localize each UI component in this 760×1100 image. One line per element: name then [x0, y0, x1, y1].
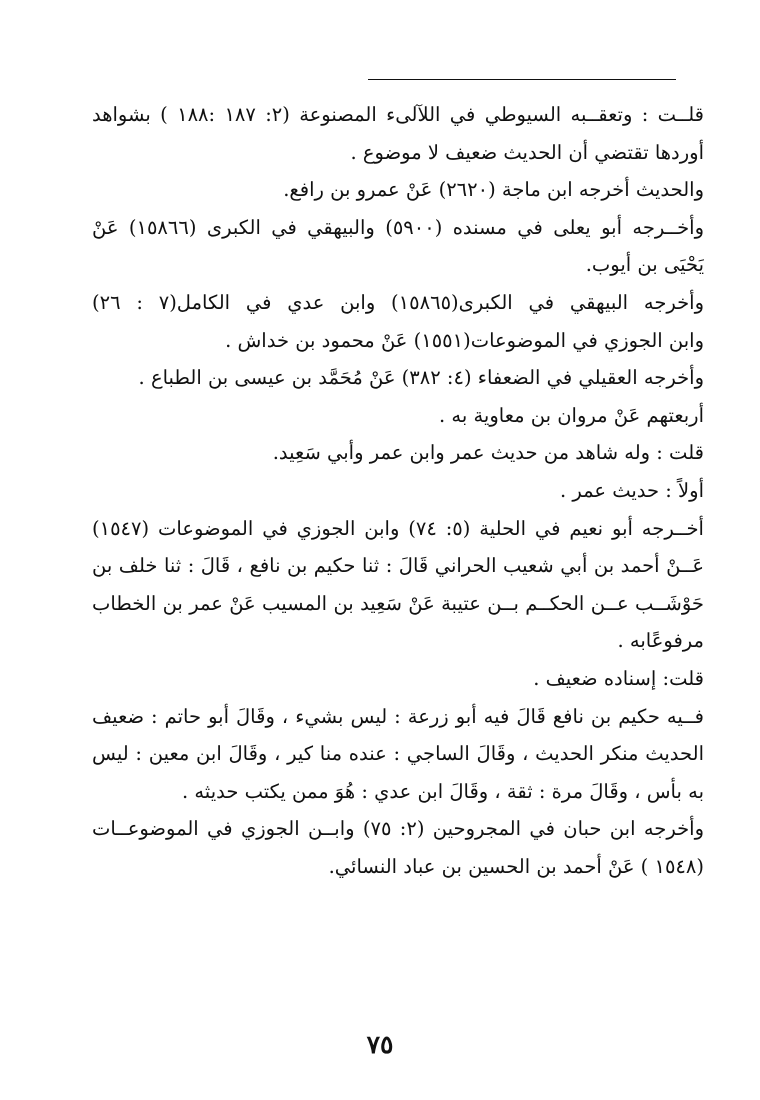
footnote-separator-rule	[368, 79, 676, 80]
text-line: قلــت : وتعقــبه السيوطي في اللآلىء المصنوعة (٢: ١٨٧ :١٨٨ ) بشواهد	[92, 103, 704, 126]
text-line: قلت: إسناده ضعيف .	[533, 666, 704, 690]
text-line: أخــرجه أبو نعيم في الحلية (٥: ٧٤) وابن الجوزي في الموضوعات (١٥٤٧)	[92, 516, 704, 540]
text-line: الحديث منكر الحديث ، وقَالَ الساجي : عنده منا كير ، وقَالَ ابن معين : ليس	[92, 742, 704, 766]
text-line: وأخــرجه أبو يعلى في مسنده (٥٩٠٠) والبيهقي في الكبرى (١٥٨٦٦) عَنْ	[92, 215, 704, 239]
text-line: أوردها تقتضي أن الحديث ضعيف لا موضوع .	[350, 140, 704, 164]
text-line: (١٥٤٨ ) عَنْ أحمد بن الحسين بن عباد النسائي.	[328, 854, 704, 878]
main-text-block	[92, 96, 704, 885]
text-line: والحديث أخرجه ابن ماجة (٢٦٢٠) عَنْ عمرو بن رافع.	[283, 178, 704, 202]
text-line: به بأس ، وقَالَ مرة : ثقة ، وقَالَ ابن عدي : هُوَ ممن يكتب حديثه .	[181, 779, 704, 803]
text-line: يَحْيَى بن أيوب.	[585, 253, 704, 277]
text-line: وأخرجه البيهقي في الكبرى(١٥٨٦٥) وابن عدي في الكامل(٧ : ٢٦)	[92, 290, 704, 314]
text-line: حَوْشَــب عــن الحكــم بــن عتيبة عَنْ سَعِيد بن المسيب عَنْ عمر بن الخطاب	[92, 591, 704, 615]
text-line: أربعتهم عَنْ مروان بن معاوية به .	[439, 403, 704, 427]
text-line: أولاً : حديث عمر .	[559, 478, 704, 502]
text-line: وأخرجه العقيلي في الضعفاء (٤: ٣٨٢) عَنْ مُحَمَّد بن عيسى بن الطباع .	[138, 366, 704, 390]
text-line: وأخرجه ابن حبان في المجروحين (٢: ٧٥) وابــن الجوزي في الموضوعــات	[92, 817, 704, 841]
text-line: مرفوعًابه .	[617, 629, 704, 653]
text-line: عَــنْ أحمد بن أبي شعيب الحراني قَالَ : ثنا حكيم بن نافع ، قَالَ : ثنا خلف بن	[92, 554, 704, 578]
text-line: فــيه حكيم بن نافع قَالَ فيه أبو زرعة : ليس بشيء ، وقَالَ أبو حاتم : ضعيف	[92, 704, 704, 728]
text-line: وابن الجوزي في الموضوعات(١٥٥١) عَنْ محمود بن خداش .	[225, 328, 704, 352]
text-line: قلت : وله شاهد من حديث عمر وابن عمر وأبي سَعِيد.	[272, 441, 704, 465]
page-number: ٧٥	[366, 1030, 394, 1059]
